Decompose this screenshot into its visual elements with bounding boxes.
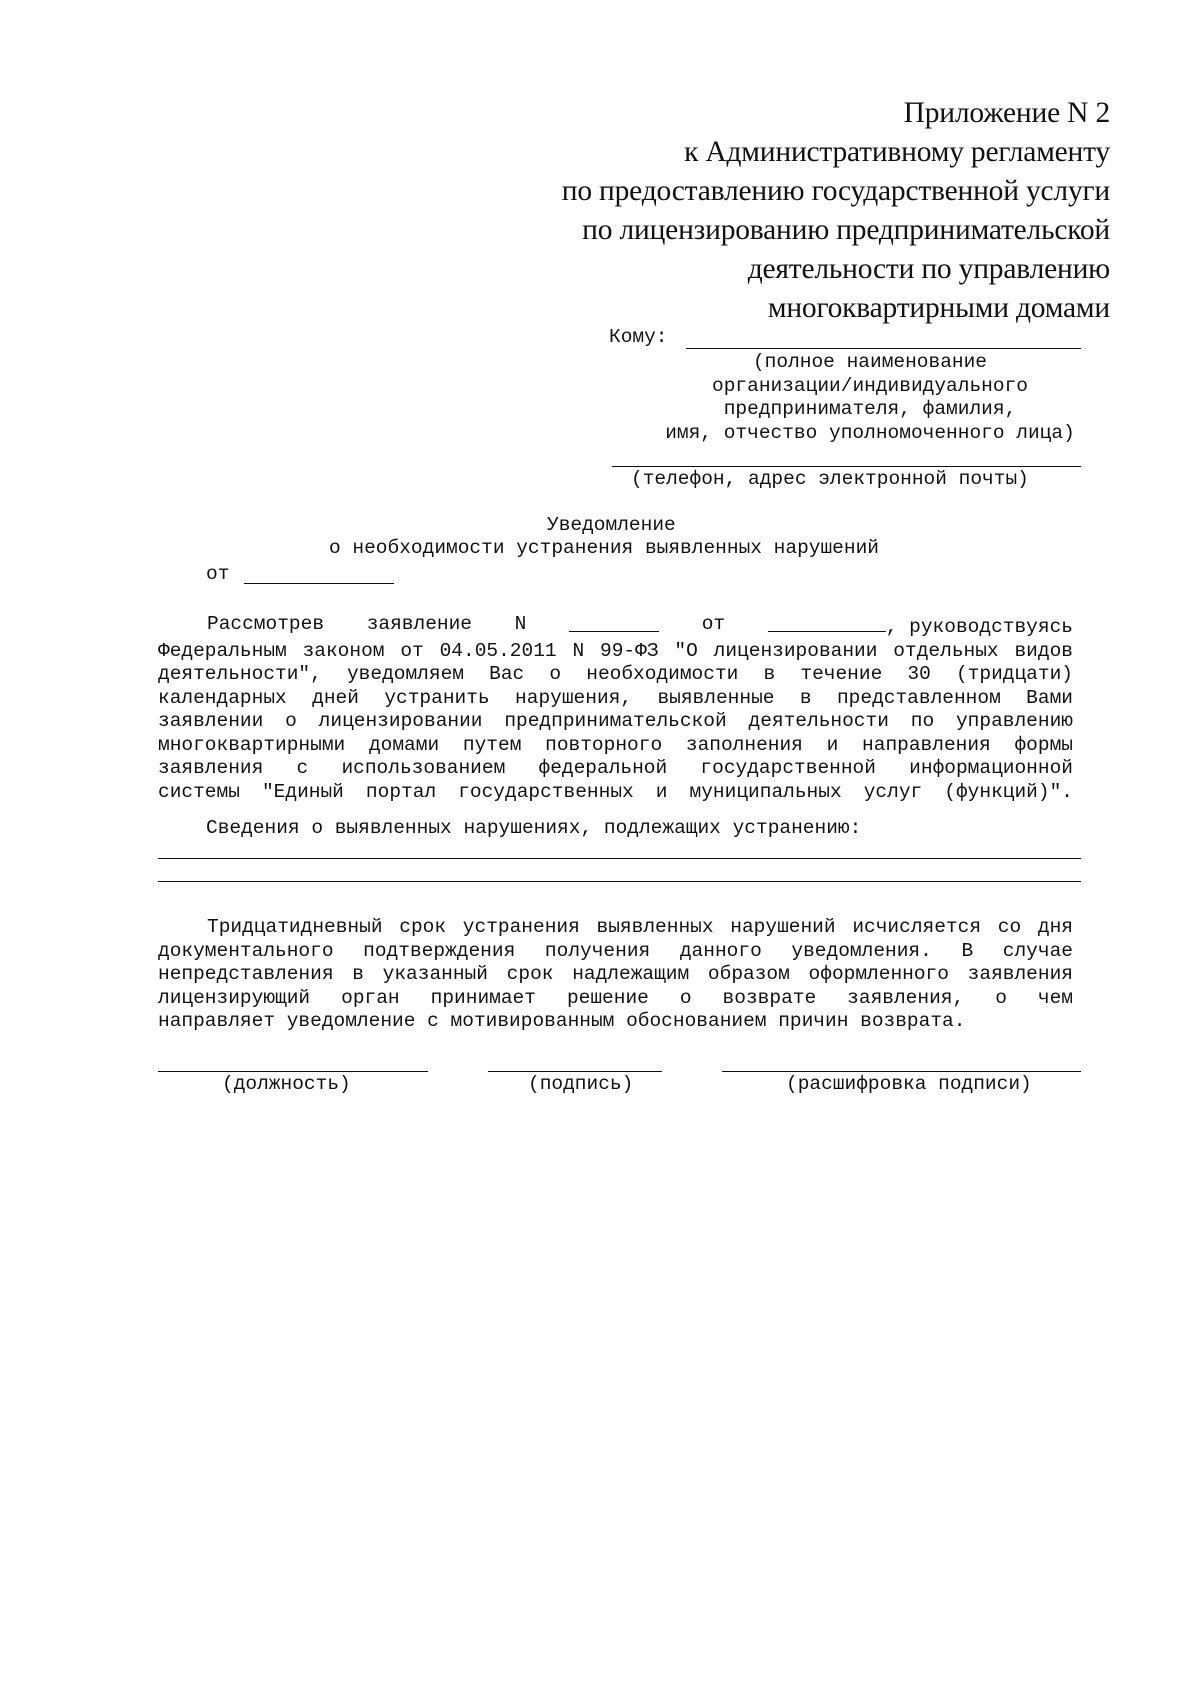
paragraph-row: документального подтверждения получения данного уведомления. В случае (158, 939, 1073, 962)
paragraph-word: от (701, 613, 726, 635)
appendix-header (470, 94, 1110, 328)
paragraph-first-row (158, 613, 1073, 640)
appendix-line: многоквартирными домами (767, 292, 1110, 324)
paragraph-row: направляет уведомление с мотивированным обоснованием причин возврата. (158, 1010, 966, 1032)
recipient-label: Кому: (609, 326, 668, 348)
paragraph-word: заявление (366, 613, 473, 635)
recipient-note (660, 351, 1080, 445)
recipient-note-line: (полное наименование (752, 351, 988, 373)
paragraph-word: Рассмотрев (207, 613, 325, 635)
paragraph-row: системы "Единый портал государственных и муниципальных услуг (функций)". (158, 780, 1073, 803)
paragraph-row: заявлении о лицензировании предпринимательской деятельности по управлению (158, 710, 1073, 732)
paragraph-row: Федеральным законом от 04.05.2011 N 99-ФЗ "О лицензировании отдельных видов (158, 639, 1073, 662)
recipient-name-line (686, 348, 1081, 349)
recipient-note-line: предпринимателя, фамилия, (723, 398, 1017, 420)
recipient-contact-line (612, 466, 1081, 467)
application-date-blank (768, 613, 886, 632)
appendix-line: по лицензированию предпринимательской (582, 214, 1110, 246)
appendix-line: деятельности по управлению (747, 253, 1110, 285)
decoding-label: (расшифровка подписи) (786, 1073, 1032, 1095)
position-line (158, 1071, 428, 1072)
recipient-note-line: организации/индивидуального (712, 374, 1028, 397)
recipient-note-line: имя, отчество уполномоченного лица) (665, 421, 1075, 444)
paragraph-row: заявления с использованием федеральной государственной информационной (158, 757, 1073, 779)
violations-line-1 (158, 858, 1081, 859)
recipient-contact-note: (телефон, адрес электронной почты) (631, 468, 1029, 490)
paragraph-main (158, 613, 1073, 804)
violations-line-2 (158, 881, 1081, 882)
violations-label: Сведения о выявленных нарушениях, подлежащих устранению: (206, 817, 862, 839)
application-date-group (768, 613, 1073, 640)
notice-subtitle: о необходимости устранения выявленных нарушений (329, 537, 879, 559)
notice-date-label: от (206, 563, 230, 585)
notice-title: Уведомление (547, 514, 676, 536)
application-number-blank (569, 613, 659, 632)
position-label: (должность) (222, 1073, 351, 1095)
decoding-line (722, 1071, 1081, 1072)
paragraph-row: непредставления в указанный срок надлежащим образом оформленного заявления (158, 963, 1073, 985)
paragraph-row: лицензирующий орган принимает решение о возврате заявления, о чем (158, 986, 1073, 1009)
paragraph-row: Тридцатидневный срок устранения выявленных нарушений исчисляется со дня (207, 916, 1073, 938)
paragraph-deadline (158, 916, 1073, 1034)
signature-line (488, 1071, 662, 1072)
paragraph-row: многоквартирными домами путем повторного заполнения и направления формы (158, 733, 1073, 756)
signature-label: (подпись) (528, 1073, 634, 1095)
appendix-line: к Административному регламенту (684, 136, 1110, 168)
paragraph-row: деятельности", уведомляем Вас о необходимости в течение 30 (тридцати) (158, 663, 1073, 685)
notice-date-line (244, 583, 394, 584)
paragraph-row: календарных дней устранить нарушения, выявленные в представленном Вами (158, 686, 1073, 709)
paragraph-word: , руководствуясь (885, 616, 1073, 638)
appendix-line: Приложение N 2 (903, 97, 1110, 129)
paragraph-word: N (514, 613, 527, 635)
appendix-line: по предоставлению государственной услуги (561, 175, 1110, 207)
